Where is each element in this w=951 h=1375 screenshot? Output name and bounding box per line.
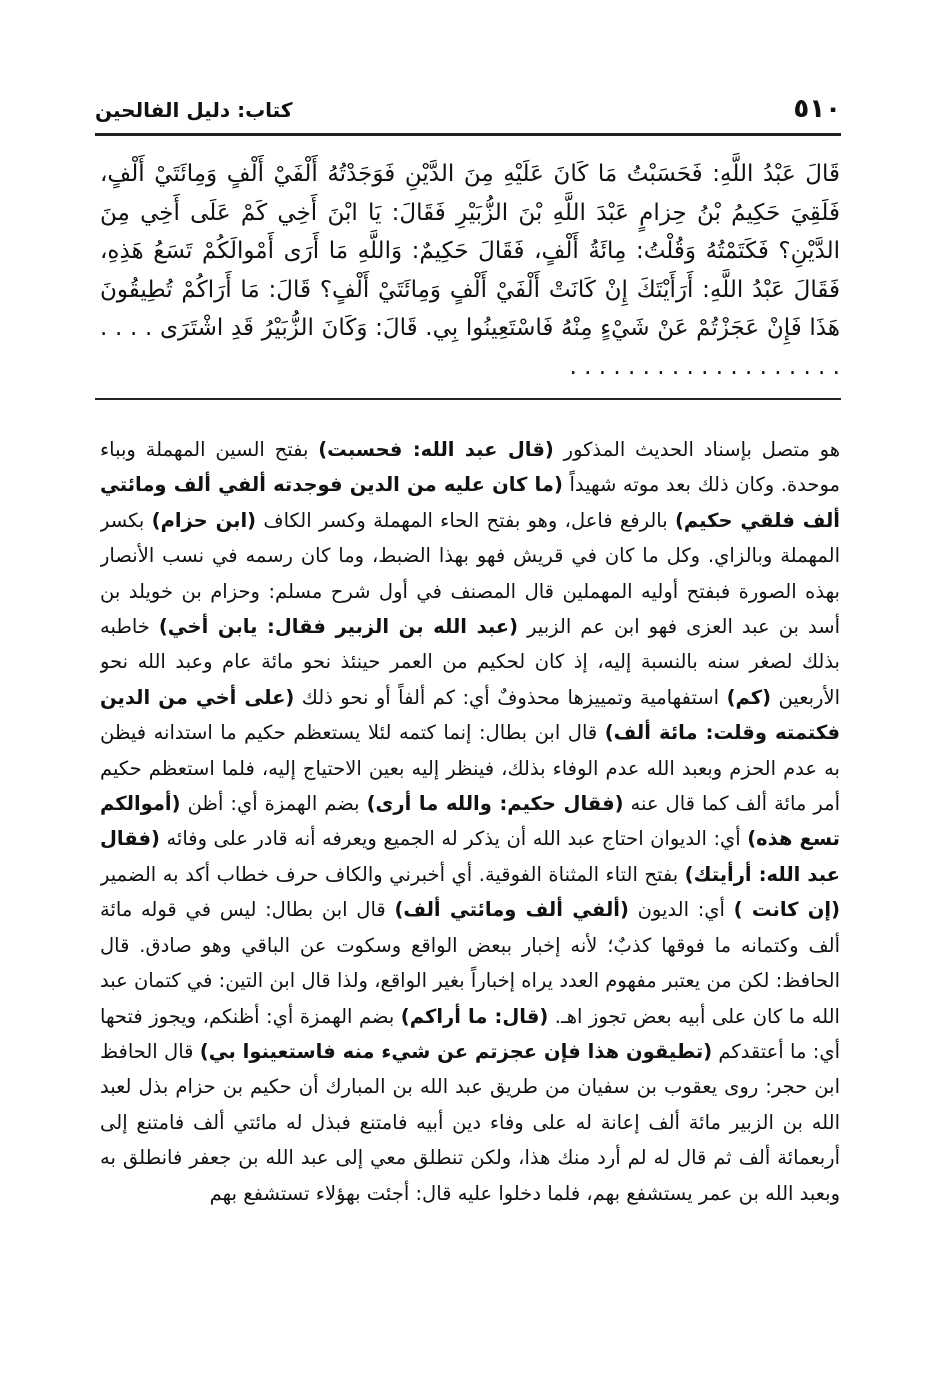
commentary-segment: أي: الديوان احتاج عبد الله أن يذكر له الجميع ويعرفه أنه قادر على وفائه xyxy=(159,827,748,851)
commentary-quote: (على أخي من الدين فكتمته وقلت: مائة ألف) xyxy=(100,685,840,745)
header-divider xyxy=(95,133,841,136)
commentary-quote: (كم) xyxy=(726,685,772,709)
commentary-quote: (فقال عبد الله: أرأيتك) xyxy=(100,827,840,886)
page-header xyxy=(95,92,841,132)
commentary-segment: هو متصل بإسناد الحديث المذكور xyxy=(553,438,840,461)
book-title: كتاب: دليل الفالحين xyxy=(95,98,293,122)
commentary-segment: أي: الديون xyxy=(628,898,734,922)
hadith-text: قَالَ عَبْدُ اللَّهِ: فَحَسَبْتُ مَا كَانَ عَلَيْهِ مِنَ الدَّيْنِ فَوَجَدْتُهُ أَلْفَيْ أَلْفٍ وَمِائَتَيْ أَلْفٍ، فَلَقِيَ حَكِيمُ بْنُ حِزامٍ عَبْدَ اللَّهِ بْنَ الزُّبَيْرِ فَقَالَ: يَا ابْنَ أَخِي كَمْ عَلَى أَخِي مِنَ الدَّيْنِ؟ فَكَتَمْتُهُ وَقُلْتُ: مِائَةُ أَلْفٍ، فَقَالَ حَكِيمٌ: وَاللَّهِ مَا أَرَى أَمْوالَكُمْ تَسَعُ هَذِهِ، فَقَالَ عَبْدُ اللَّهِ: أَرَأَيْتَكَ إِنْ كَانَتْ أَلْفَيْ أَلْفٍ وَمِائَتَيْ أَلْفٍ؟ قَالَ: مَا أَرَاكُمْ تُطِيقُونَ هَذَا فَإِنْ عَجَزْتُمْ عَنْ شَيْءٍ مِنْهُ فَاسْتَعِينُوا بِي. قَالَ: وَكَانَ الزُّبَيْرُ قَدِ اشْتَرَى . . . . . . . . . . . . . . . . . . . . . . . xyxy=(100,161,840,380)
page-number: ٥١٠ xyxy=(793,94,841,124)
commentary-segment: بالرفع فاعل، وهو بفتح الحاء المهملة وكسر الكاف xyxy=(256,508,675,532)
commentary-quote: (عبد الله بن الزبير فقال: يابن أخي) xyxy=(158,615,519,639)
hadith-divider xyxy=(95,398,841,400)
commentary-segment: بضم الهمزة أي: أظنكم، ويجوز فتحها أي: ما أعتقدكم xyxy=(100,1004,840,1063)
commentary-quote: (إن كانت ) xyxy=(733,898,840,922)
commentary-segment: خاطبه بذلك لصغر سنه بالنسبة إليه، إذ كان لحكيم من العمر حينئذ نحو مائة عام وعبد الله نحو الأربعين xyxy=(100,615,840,709)
commentary-segment: بفتح السين المهملة وبباء موحدة. وكان ذلك بعد موته شهيداً xyxy=(100,438,840,497)
commentary-segment: استفهامية وتمييزها محذوفٌ أي: كم ألفاً أو نحو ذلك xyxy=(294,685,727,709)
commentary-quote: (ألفي ألف ومائتي ألف) xyxy=(394,898,629,922)
commentary-quote: (قال: ما أراكم) xyxy=(400,1004,549,1028)
commentary-quote: (تطيقون هذا فإن عجزتم عن شيء منه فاستعينوا بي) xyxy=(199,1039,713,1063)
commentary-segment: بضم الهمزة أي: أظن xyxy=(180,792,367,816)
commentary-quote: (أموالكم تسع هذه) xyxy=(100,792,840,851)
commentary-segment: بكسر المهملة وبالزاي. وكل ما كان في قريش فهو بهذا الضبط، وما كان رسمه في نسب الأنصار بهذه الصورة فبفتح أوليه المهملين قال المصنف في أول شرح مسلم: وحزام بن خويلد بن أسد بن عبد العزى فهو ابن عم الزبير xyxy=(100,508,840,639)
commentary-segment: قال ابن بطال: إنما كتمه لئلا يستعظم حكيم ما استدانه فيظن به عدم الحزم وبعبد الله عدم الوفاء بذلك، فينظر إليه بعين الاحتياج إليه، فلما استعظم حكيم أمر مائة ألف كما قال عنه xyxy=(100,721,840,816)
commentary-segment: قال الحافظ ابن حجر: روى يعقوب بن سفيان من طريق عبد الله بن المبارك أن حكيم بن حزام بذل لعبد الله بن الزبير مائة ألف إعانة له على وفاء دين أبيه فامتنع فبذل له مائتي ألف فامتنع إلى أربعمائة ألف ثم قال له لم أرد منك هذا، ولكن تنطلق معي إلى عبد الله بن جعفر فانطلق به وبعبد الله بن عمر يستشفع بهم، فلما دخلوا عليه قال: أجئت بهؤلاء تستشفع بهم xyxy=(100,1039,840,1205)
commentary-segment: قال ابن بطال: ليس في قوله مائة ألف وكتمانه ما فوقها كذبٌ؛ لأنه إخبار ببعض الواقع وسكوت عن الباقي وهو صادق. قال الحافظ: لكن من يعتبر مفهوم العدد يراه إخباراً بغير الواقع، ولذا قال ابن التين: في كتمان عبد الله ما كان على أبيه بعض تجوز اهـ. xyxy=(100,898,840,1028)
commentary-quote: (ما كان عليه من الدين فوجدته ألفي ألف ومائتي ألف فلقي حكيم) xyxy=(100,473,840,532)
commentary-segment: بفتح التاء المثناة الفوقية. أي أخبرني والكاف حرف خطاب أكد به الضمير xyxy=(100,862,685,886)
commentary-text xyxy=(100,432,840,1282)
commentary-quote: (ابن حزام) xyxy=(151,508,257,532)
commentary-quote: (فقال حكيم: والله ما أرى) xyxy=(366,792,624,816)
commentary-quote: (قال عبد الله: فحسبت) xyxy=(318,438,554,461)
